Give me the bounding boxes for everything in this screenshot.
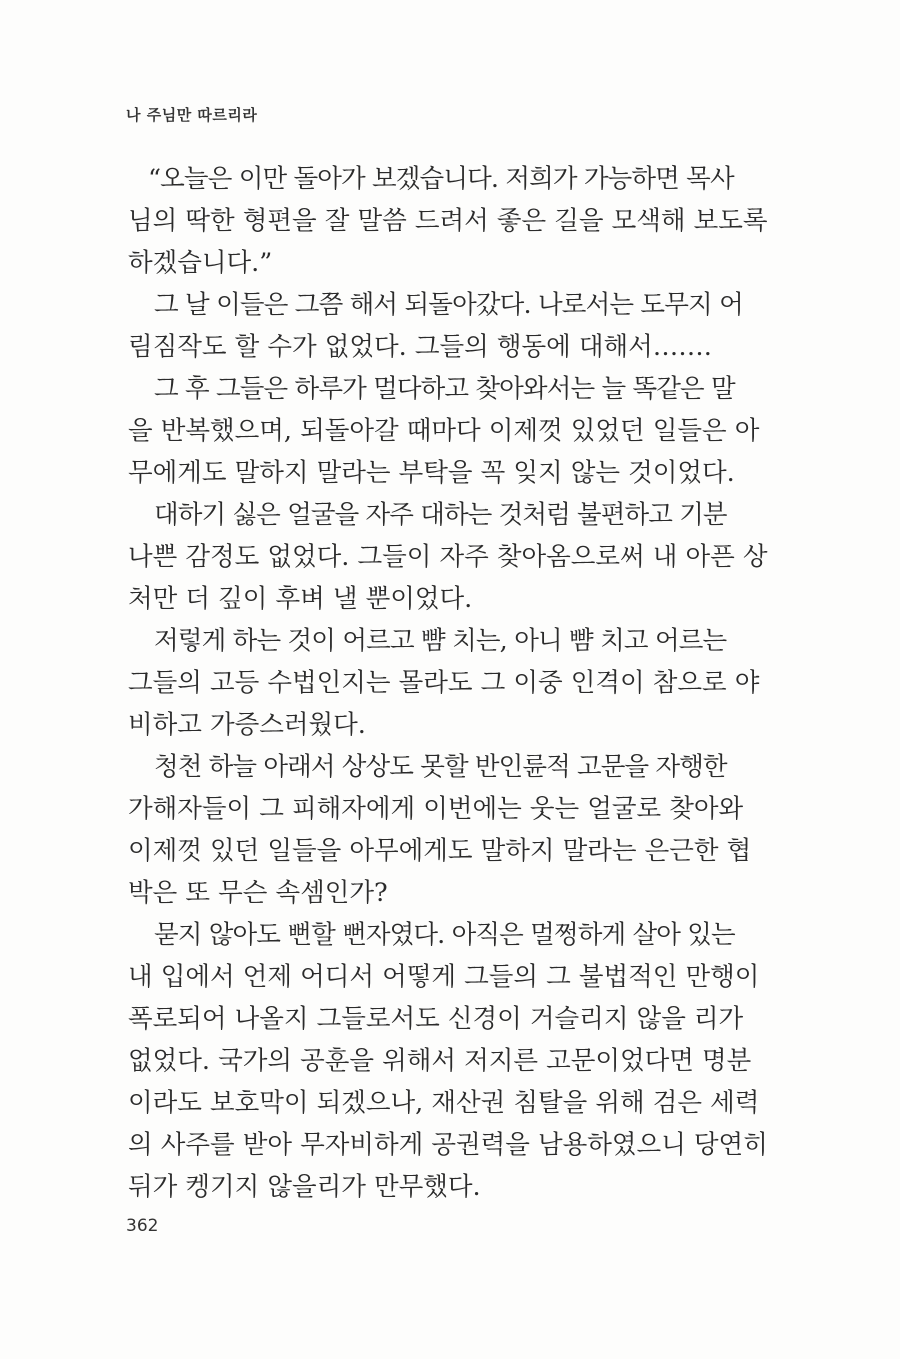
- text-line: 무에게도 말하지 말라는 부탁을 꼭 잊지 않는 것이었다.: [128, 458, 735, 488]
- text-line: 림짐작도 할 수가 없었다. 그들의 행동에 대해서…….: [128, 332, 712, 362]
- text-line: 박은 또 무슨 속셈인가?: [128, 878, 388, 908]
- text-line: 처만 더 깊이 후벼 낼 뿐이었다.: [128, 584, 473, 614]
- paragraph-4: [128, 494, 772, 620]
- body-text: [128, 158, 772, 1208]
- text-line: 비하고 가증스러웠다.: [128, 710, 366, 740]
- text-line: 하겠습니다.”: [128, 248, 273, 278]
- running-head: 나 주님만 따르리라: [126, 106, 258, 124]
- paragraph-1: [128, 158, 772, 284]
- paragraph-5: [128, 620, 772, 746]
- text-line: 이라도 보호막이 되겠으나, 재산권 침탈을 위해 검은 세력: [128, 1088, 760, 1118]
- text-line: 나쁜 감정도 없었다. 그들이 자주 찾아옴으로써 내 아픈 상: [128, 542, 768, 572]
- text-line: 저렇게 하는 것이 어르고 뺨 치는, 아니 뺨 치고 어르는: [154, 626, 727, 656]
- paragraph-6: [128, 746, 772, 914]
- paragraph-2: [128, 284, 772, 368]
- paragraph-7: [128, 914, 772, 1208]
- text-line: 대하기 싫은 얼굴을 자주 대하는 것처럼 불편하고 기분: [154, 500, 727, 530]
- text-line: 뒤가 켕기지 않을리가 만무했다.: [128, 1172, 481, 1202]
- text-line: 그들의 고등 수법인지는 몰라도 그 이중 인격이 참으로 야: [128, 668, 760, 698]
- text-line: “오늘은 이만 돌아가 보겠습니다. 저희가 가능하면 목사: [148, 164, 734, 194]
- text-line: 그 날 이들은 그쯤 해서 되돌아갔다. 나로서는 도무지 어: [154, 290, 743, 320]
- text-line: 이제껏 있던 일들을 아무에게도 말하지 말라는 은근한 협: [128, 836, 752, 866]
- text-line: 그 후 그들은 하루가 멀다하고 찾아와서는 늘 똑같은 말: [154, 374, 735, 404]
- text-line: 을 반복했으며, 되돌아갈 때마다 이제껏 있었던 일들은 아: [128, 416, 760, 446]
- text-line: 묻지 않아도 뻔할 뻔자였다. 아직은 멀쩡하게 살아 있는: [154, 920, 735, 950]
- text-line: 없었다. 국가의 공훈을 위해서 저지른 고문이었다면 명분: [128, 1046, 752, 1076]
- text-line: 의 사주를 받아 무자비하게 공권력을 남용하였으니 당연히: [128, 1130, 768, 1160]
- text-line: 폭로되어 나올지 그들로서도 신경이 거슬리지 않을 리가: [128, 1004, 744, 1034]
- text-line: 청천 하늘 아래서 상상도 못할 반인륜적 고문을 자행한: [154, 752, 727, 782]
- text-line: 내 입에서 언제 어디서 어떻게 그들의 그 불법적인 만행이: [128, 962, 760, 992]
- page-number: 362: [126, 1216, 159, 1236]
- text-line: 가해자들이 그 피해자에게 이번에는 웃는 얼굴로 찾아와: [128, 794, 744, 824]
- text-line: 님의 딱한 형편을 잘 말씀 드려서 좋은 길을 모색해 보도록: [128, 206, 768, 236]
- paragraph-3: [128, 368, 772, 494]
